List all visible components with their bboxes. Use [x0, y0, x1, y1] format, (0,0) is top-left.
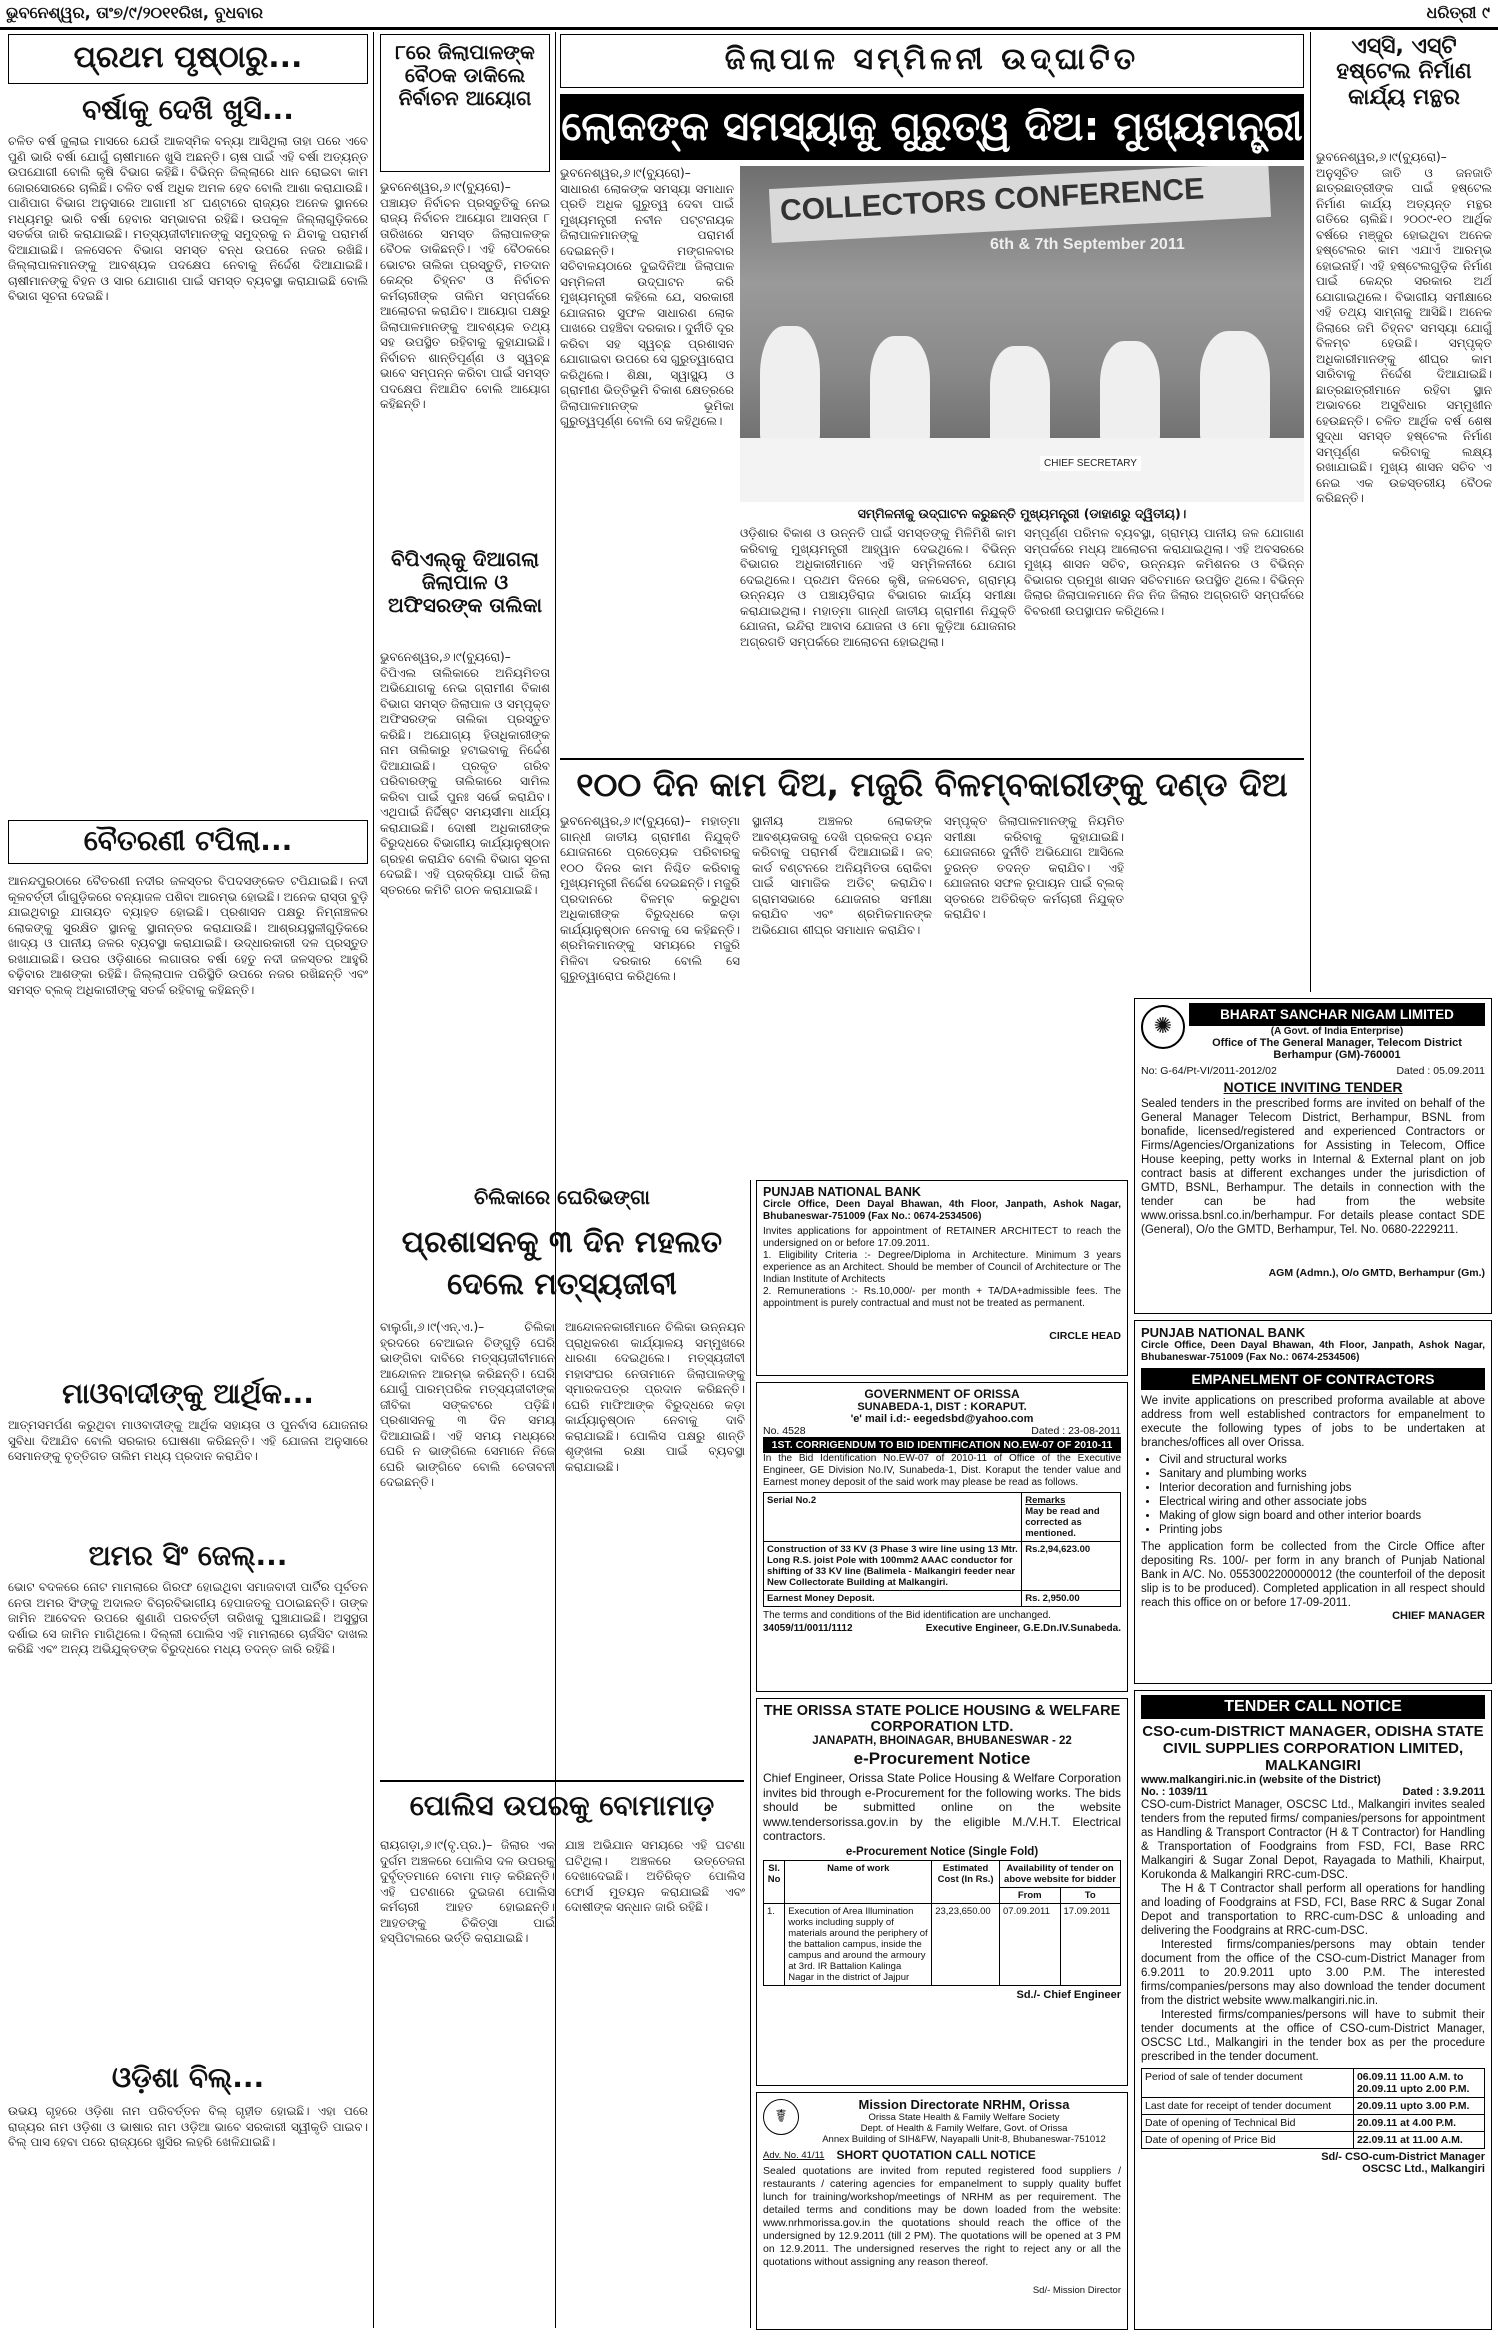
table-header: From — [1000, 1887, 1060, 1903]
table-cell: Construction of 33 KV (3 Phase 3 wire line using 13 Mtr. Long R.S. joist Pole with 100mm2 AAAC conductor for shifting of 33 KV line (Balimela - Malkangiri feeder near New Collectorate Building at Malkangiri. — [764, 1542, 1022, 1591]
table-header: Availability of tender on above website for bidder — [1000, 1860, 1121, 1887]
nrhm-logo-icon: ☤ — [763, 2099, 799, 2135]
bsnl-logo-icon: ✺ — [1141, 1005, 1185, 1049]
story-body: ସ୍ଥାନୀୟ ଅଞ୍ଚଳର ଲୋକଙ୍କ ଆବଶ୍ୟକତାକୁ ଦେଖି ପ୍ରକଳ୍ପ ଚୟନ କରିବାକୁ ପରାମର୍ଶ ଦିଆଯାଇଛି। ଜବ୍ କାର୍ଡ ବଣ୍ଟନରେ ଅନିୟମିତତା ରୋକିବା ପାଇଁ ସାମାଜିକ ଅଡିଟ୍ କରାଯିବ। ଗ୍ରାମସଭାରେ ଯୋଜନାର ସମୀକ୍ଷା କରାଯିବ ଏବଂ ଶ୍ରମିକମାନଙ୍କ ଅଭିଯୋଗ ଶୀଘ୍ର ସମାଧାନ କରାଯିବ। — [752, 814, 932, 937]
story-body: ରାୟଗଡ଼ା,୬।୯(ବୃ.ପ୍ର.)– ଜିଲାର ଏକ ଦୁର୍ଗମ ଅଞ୍ଚଳରେ ପୋଲିସ ଦଳ ଉପରକୁ ଦୁର୍ବୃତ୍ତମାନେ ବୋମା ମାଡ଼ କରିଛନ୍ତି। ଏହି ଘଟଣାରେ ଦୁଇଜଣ ପୋଲିସ କର୍ମଚାରୀ ଆହତ ହୋଇଛନ୍ତି। ଆହତଙ୍କୁ ଚିକିତ୍ସା ପାଇଁ ହସ୍ପିଟାଲରେ ଭର୍ତ୍ତି କରାଯାଇଛି। — [380, 1838, 555, 1945]
pnb-bank: PUNJAB NATIONAL BANK — [1141, 1325, 1306, 1340]
gov-remarks: Remarks — [1025, 1495, 1066, 1506]
nrhm-heading: SHORT QUOTATION CALL NOTICE — [836, 2148, 1036, 2162]
table-cell: 20.09.11 upto 3.00 P.M. — [1353, 2098, 1484, 2115]
pnb-sign: CIRCLE HEAD — [1049, 1330, 1121, 1342]
nrhm-sign: Sd/- Mission Director — [1032, 2285, 1121, 2296]
pnb-body: Invites applications for appointment of RETAINER ARCHITECT to reach the undersigned on or before 17.09.2011. 1. Eligibility Criteria :- Degree/Diploma in Architecture. Minimum 3 years experience as an Architect. Should be member of Council of Architecture or The Indian Institute of Architects 2. Remunerations :- Rs.10,000/- per month + TA/DA+admissible fees. The appointment is purely contractual and must not be treated as permanent. — [763, 1226, 1121, 1309]
gov-email: 'e' mail i.d:- eegedsbd@yahoo.com — [850, 1413, 1034, 1425]
story-body: ଆନ୍ଦୋଳନକାରୀମାନେ ଚିଲିକା ଉନ୍ନୟନ ପ୍ରାଧିକରଣ କାର୍ଯ୍ୟାଳୟ ସମ୍ମୁଖରେ ଧାରଣା ଦେଇଥିଲେ। ମତ୍ସ୍ୟଜୀବୀ ମହାସଂଘର ନେତାମାନେ ଜିଲାପାଳଙ୍କୁ ସ୍ମାରକପତ୍ର ପ୍ରଦାନ କରିଛନ୍ତି। ଘେରି ମାଫିଆଙ୍କ ବିରୁଦ୍ଧରେ କଡ଼ା କାର୍ଯ୍ୟାନୁଷ୍ଠାନ ନେବାକୁ ଦାବି କରାଯାଇଛି। ପୋଲିସ ପକ୍ଷରୁ ଶାନ୍ତି ଶୃଙ୍ଖଳା ରକ୍ଷା ପାଇଁ ବ୍ୟବସ୍ଥା କରାଯାଇଛି। — [565, 1320, 745, 1474]
list-item: • Making of glow sign board and other interior boards — [1159, 1509, 1485, 1523]
photo-person — [1200, 331, 1270, 446]
story-kicker-text: ଚିଲିକାରେ ଘେରିଭଙ୍ଗା — [473, 1185, 650, 1209]
list-item: • Sanitary and plumbing works — [1159, 1467, 1485, 1481]
story-headline: ଏସ୍‌ସି, ଏସ୍‌ଟି ହଷ୍ଟେଲ ନିର୍ମାଣ କାର୍ଯ୍ୟ ମନ୍ଥର — [1336, 34, 1472, 110]
story-headline: ୧୦୦ ଦିନ କାମ ଦିଅ, ମଜୁରି ବିଳମ୍ବକାରୀଙ୍କୁ ଦଣ୍ଡ ଦିଅ — [576, 765, 1288, 804]
lead-caption: ସମ୍ମିଳନୀକୁ ଉଦ୍‌ଘାଟନ କରୁଛନ୍ତି ମୁଖ୍ୟମନ୍ତ୍ରୀ (ଡାହାଣରୁ ଦ୍ୱିତୀୟ)। — [857, 506, 1187, 521]
bsnl-title: BHARAT SANCHAR NIGAM LIMITED — [1220, 1007, 1454, 1022]
gov-remarks-note: May be read and corrected as mentioned. — [1025, 1506, 1100, 1539]
bsnl-body: Sealed tenders in the prescribed forms are invited on behalf of the General Manager Telecom District, Berhampur, BSNL from bonafide, licensed/registered and experienced Contractors or Firms/Agencies/Organizations for Assisting in Telecom, Office House keeping, petty works in Internal & External plant on job contract basis at different exchanges under the jurisdiction of GMTD, BSNL, Berhampur. The details in connection with the tender can be had from the website www.orissa.bsnl.co.in/berhampur. For details please contact SDE (General), O/o the GMTD, Berhampur, Tel. No. 0680-2229211. — [1141, 1098, 1485, 1236]
bsnl-heading: NOTICE INVITING TENDER — [1223, 1079, 1403, 1095]
column-rule — [1310, 32, 1311, 992]
pnb-items — [1159, 1453, 1485, 1537]
nrhm-ad — [756, 2092, 1128, 2330]
story-body: ଭୁବନେଶ୍ୱର,୬।୯(ବ୍ୟୁରୋ)– ଅନୁସୂଚିତ ଜାତି ଓ ଜନଜାତି ଛାତ୍ରଛାତ୍ରୀଙ୍କ ପାଇଁ ହଷ୍ଟେଲ ନିର୍ମାଣ କାର୍ଯ୍ୟ ଅତ୍ୟନ୍ତ ମନ୍ଥର ଗତିରେ ଚାଲିଛି। ୨୦୦୯-୧୦ ଆର୍ଥିକ ବର୍ଷରେ ମଞ୍ଜୁର ହୋଇଥିବା ଅନେକ ହଷ୍ଟେଲର କାମ ଏଯାଏଁ ଆରମ୍ଭ ହୋଇନାହିଁ। ଏହି ହଷ୍ଟେଲଗୁଡ଼ିକ ନିର୍ମାଣ ପାଇଁ କେନ୍ଦ୍ର ସରକାର ଅର୍ଥ ଯୋଗାଇଥିଲେ। ବିଭାଗୀୟ ସମୀକ୍ଷାରେ ଏହି ତଥ୍ୟ ସାମ୍ନାକୁ ଆସିଛି। ଅନେକ ଜିଲାରେ ଜମି ଚିହ୍ନଟ ସମସ୍ୟା ଯୋଗୁଁ ବିଳମ୍ବ ହେଉଛି। ସମ୍ପୃକ୍ତ ଅଧିକାରୀମାନଙ୍କୁ ଶୀଘ୍ର କାମ ସାରିବାକୁ ନିର୍ଦ୍ଦେଶ ଦିଆଯାଇଛି। ଛାତ୍ରଛାତ୍ରୀମାନେ ରହିବା ସ୍ଥାନ ଅଭାବରେ ଅସୁବିଧାର ସମ୍ମୁଖୀନ ହେଉଛନ୍ତି। ଚଳିତ ଆର୍ଥିକ ବର୍ଷ ଶେଷ ସୁଦ୍ଧା ସମସ୍ତ ହଷ୍ଟେଲ ନିର୍ମାଣ ସମ୍ପୂର୍ଣ୍ଣ କରିବାକୁ ଲକ୍ଷ୍ୟ ରଖାଯାଇଛି। ମୁଖ୍ୟ ଶାସନ ସଚିବ ଏ ନେଇ ଏକ ଉଚ୍ଚସ୍ତରୀୟ ବୈଠକ କରିଛନ୍ତି। — [1316, 150, 1492, 505]
bsnl-ad — [1134, 998, 1492, 1314]
story-body: ଭୁବନେଶ୍ୱର,୬।୯(ବ୍ୟୁରୋ)– ବିପିଏଲ ତାଲିକାରେ ଅନିୟମିତତା ଅଭିଯୋଗକୁ ନେଇ ଗ୍ରାମୀଣ ବିକାଶ ବିଭାଗ ସମସ୍ତ ଜିଲାପାଳ ଓ ସମ୍ପୃକ୍ତ ଅଫିସରଙ୍କ ତାଲିକା ପ୍ରସ୍ତୁତ କରିଛି। ଅଯୋଗ୍ୟ ହିତାଧିକାରୀଙ୍କ ନାମ ତାଲିକାରୁ ହଟାଇବାକୁ ନିର୍ଦ୍ଦେଶ ଦିଆଯାଇଛି। ପ୍ରକୃତ ଗରିବ ପରିବାରଙ୍କୁ ତାଲିକାରେ ସାମିଲ କରିବା ପାଇଁ ପୁନଃ ସର୍ଭେ କରାଯିବ। ଏଥିପାଇଁ ନିର୍ଦ୍ଦିଷ୍ଟ ସମୟସୀମା ଧାର୍ଯ୍ୟ କରାଯାଇଛି। ଦୋଷୀ ଅଧିକାରୀଙ୍କ ବିରୁଦ୍ଧରେ ବିଭାଗୀୟ କାର୍ଯ୍ୟାନୁଷ୍ଠାନ ଗ୍ରହଣ କରାଯିବ ବୋଲି ବିଭାଗ ସୂଚନା ଦେଇଛି। ଏହି ପ୍ରକ୍ରିୟା ପାଇଁ ଜିଲା ସ୍ତରରେ କମିଟି ଗଠନ କରାଯାଇଛି। — [380, 650, 550, 897]
lead-body-right: ସମ୍ପୂର୍ଣ୍ଣ ପରିମଳ ବ୍ୟବସ୍ଥା, ଗ୍ରାମ୍ୟ ପାନୀୟ ଜଳ ଯୋଗାଣ ସମ୍ପର୍କରେ ମଧ୍ୟ ଆଲୋଚନା କରାଯାଇଥିଲା। ଏହି ଅବସରରେ ମୁଖ୍ୟ ଶାସନ ସଚିବ, ଉନ୍ନୟନ କମିଶନର ଓ ବିଭିନ୍ନ ବିଭାଗର ପ୍ରମୁଖ ଶାସନ ସଚିବମାନେ ଉପସ୍ଥିତ ଥିଲେ। ବିଭିନ୍ନ ଜିଲାର ଜିଲାପାଳମାନେ ନିଜ ନିଜ ଜିଲାର ଅଗ୍ରଗତି ସମ୍ପର୍କରେ ବିବରଣୀ ଉପସ୍ଥାପନ କରିଥିଲେ। — [1024, 526, 1304, 618]
tender-no: No. : 1039/11 — [1141, 1786, 1208, 1798]
story-headline: ପ୍ରଶାସନକୁ ୩ ଦିନ ମହଲତ ଦେଲେ ମତ୍ସ୍ୟଜୀବୀ — [401, 1225, 723, 1302]
police-sign: Sd./- Chief Engineer — [1016, 1988, 1121, 2001]
gov-title: GOVERNMENT OF ORISSA — [864, 1387, 1020, 1401]
photo-person — [760, 326, 820, 446]
gov-body: In the Bid Identification No.EW-07 of 2010-11 of Office of the Executive Engineer, GE Division No.IV, Sunabeda-1, Dist. Koraput the tender value and Earnest money deposit of the said work may please be read as follows. — [763, 1453, 1121, 1488]
story-body: ଆତ୍ମସମର୍ପଣ କରୁଥିବା ମାଓବାଦୀଙ୍କୁ ଆର୍ଥିକ ସହାୟତା ଓ ପୁନର୍ବାସ ଯୋଜନାର ସୁବିଧା ଦିଆଯିବ ବୋଲି ସରକାର ଘୋଷଣା କରିଛନ୍ତି। ଏହି ଯୋଜନା ଅନୁସାରେ ସେମାନଙ୍କୁ ବୃତ୍ତିଗତ ତାଲିମ ମଧ୍ୟ ପ୍ରଦାନ କରାଯିବ। — [8, 1418, 368, 1463]
nrhm-sub: Dept. of Health & Family Welfare, Govt. of Orissa — [860, 2123, 1068, 2134]
tender-top: TENDER CALL NOTICE — [1141, 1695, 1485, 1719]
story-headline: ବର୍ଷାକୁ ଦେଖି ଖୁସି... — [82, 93, 294, 126]
police-table — [763, 1860, 1121, 1986]
gov-sign: Executive Engineer, G.E.Dn.IV.Sunabeda. — [925, 1623, 1121, 1634]
table-row — [764, 1860, 1121, 1887]
photo-banner-text: COLLECTORS CONFERENCE — [779, 172, 1205, 228]
table-header: Sl. No — [764, 1860, 785, 1903]
gov-ref: 34059/11/0011/1112 — [763, 1623, 853, 1634]
story-kicker — [380, 1186, 744, 1216]
table-cell: Rs. 2,950.00 — [1022, 1591, 1121, 1607]
nrhm-sub: Annex Building of SIH&FW, Nayapalli Unit-8, Bhubaneswar-751012 — [822, 2134, 1106, 2145]
lead-body-mid: ଓଡ଼ିଶାର ବିକାଶ ଓ ଉନ୍ନତି ପାଇଁ ସମସ୍ତଙ୍କୁ ମିଳିମିଶି କାମ କରିବାକୁ ମୁଖ୍ୟମନ୍ତ୍ରୀ ଆହ୍ୱାନ ଦେଇଥିଲେ। ବିଭିନ୍ନ ବିଭାଗର ଅଧିକାରୀମାନେ ଏହି ସମ୍ମିଳନୀରେ ଯୋଗ ଦେଇଥିଲେ। ପ୍ରଥମ ଦିନରେ କୃଷି, ଜଳସେଚନ, ଗ୍ରାମ୍ୟ ଉନ୍ନୟନ ଓ ପଞ୍ଚାୟତିରାଜ ବିଭାଗର କାର୍ଯ୍ୟ ସମୀକ୍ଷା କରାଯାଇଥିଲା। ମହାତ୍ମା ଗାନ୍ଧୀ ଜାତୀୟ ଗ୍ରାମୀଣ ନିଯୁକ୍ତି ଯୋଜନା, ଇନ୍ଦିରା ଆବାସ ଯୋଜନା ଓ ମୋ କୁଡ଼ିଆ ଯୋଜନାର ଅଗ୍ରଗତି ସମ୍ପର୍କରେ ଆଲୋଚନା ହୋଇଥିଲା। — [740, 526, 1016, 649]
tender-dated: Dated : 3.9.2011 — [1402, 1786, 1485, 1798]
masthead — [0, 0, 1498, 26]
story-body: ଭୁବନେଶ୍ୱର,୬।୯(ବ୍ୟୁରୋ)– ପଞ୍ଚାୟତ ନିର୍ବାଚନ ପ୍ରସ୍ତୁତିକୁ ନେଇ ରାଜ୍ୟ ନିର୍ବାଚନ ଆୟୋଗ ଆସନ୍ତା ୮ ତାରିଖରେ ସମସ୍ତ ଜିଲାପାଳଙ୍କ ବୈଠକ ଡାକିଛନ୍ତି। ଏହି ବୈଠକରେ ଭୋଟର ତାଲିକା ପ୍ରସ୍ତୁତି, ମତଦାନ କେନ୍ଦ୍ର ଚିହ୍ନଟ ଓ ନିର୍ବାଚନ କର୍ମଚାରୀଙ୍କ ତାଲିମ ସମ୍ପର୍କରେ ଆଲୋଚନା କରାଯିବ। ଆୟୋଗ ପକ୍ଷରୁ ଜିଲାପାଳମାନଙ୍କୁ ଆବଶ୍ୟକ ତଥ୍ୟ ସହ ଉପସ୍ଥିତ ରହିବାକୁ କୁହାଯାଇଛି। ନିର୍ବାଚନ ଶାନ୍ତିପୂର୍ଣ୍ଣ ଓ ସ୍ୱଚ୍ଛ ଭାବେ ସମ୍ପନ୍ନ କରିବା ପାଇଁ ସମସ୍ତ ପଦକ୍ଷେପ ନିଆଯିବ ବୋଲି ଆୟୋଗ କହିଛନ୍ତି। — [380, 180, 550, 411]
bsnl-no-row — [1141, 1065, 1485, 1077]
photo-person — [990, 346, 1050, 446]
photo-person — [870, 336, 930, 446]
pnb-bank: PUNJAB NATIONAL BANK — [763, 1185, 921, 1199]
pnb-office: Circle Office, Deen Dayal Bhawan, 4th Floor, Janpath, Ashok Nagar, Bhubaneswar-751009 (Fax No.: 0674-2534506) — [763, 1199, 1121, 1222]
story-body: ସମ୍ପୃକ୍ତ ଜିଲାପାଳମାନଙ୍କୁ ନିୟମିତ ସମୀକ୍ଷା କରିବାକୁ କୁହାଯାଇଛି। ଯୋଜନାରେ ଦୁର୍ନୀତି ଅଭିଯୋଗ ଆସିଲେ ତୁରନ୍ତ ତଦନ୍ତ କରାଯିବ। ଏହି ଯୋଜନାର ସଫଳ ରୂପାୟନ ପାଇଁ ବ୍ଲକ୍ ସ୍ତରରେ ଅତିରିକ୍ତ କର୍ମଚାରୀ ନିଯୁକ୍ତ କରାଯିବ। — [944, 814, 1124, 921]
table-cell — [1022, 1493, 1121, 1542]
photo-placard: CHIEF SECRETARY — [1040, 456, 1141, 471]
lead-kicker-box — [560, 34, 1304, 88]
tender-table — [1141, 2068, 1485, 2149]
tender-sign: Sd/- CSO-cum-District Manager — [1321, 2151, 1485, 2163]
bsnl-no: No: G-64/Pt-VI/2011-2012/02 — [1141, 1065, 1277, 1077]
table-cell: Rs.2,94,623.00 — [1022, 1542, 1121, 1591]
table-row — [1142, 2132, 1485, 2149]
photo-person — [1100, 341, 1160, 446]
table-cell: Last date for receipt of tender document — [1142, 2098, 1354, 2115]
table-cell: 1. — [764, 1903, 785, 1985]
gov-dated: Dated : 23-08-2011 — [1031, 1425, 1121, 1437]
table-cell: Earnest Money Deposit. — [764, 1591, 1022, 1607]
police-housing-ad — [756, 1698, 1128, 2086]
lead-photo — [740, 166, 1304, 502]
police-sub: e-Procurement Notice (Single Fold) — [845, 1845, 1039, 1858]
table-row — [1142, 2115, 1485, 2132]
column-rule — [555, 32, 556, 2328]
table-cell: 22.09.11 at 11.00 A.M. — [1353, 2132, 1484, 2149]
masthead-date: ଭୁବନେଶ୍ୱର, ତାଂ୭/୯/୨୦୧୧ରିଖ, ବୁଧବାର — [6, 3, 263, 22]
story-body: ଭୋଟ ବଦଳରେ ନୋଟ ମାମଲାରେ ଗିରଫ ହୋଇଥିବା ସମାଜବାଦୀ ପାର୍ଟିର ପୂର୍ବତନ ନେତା ଅମର ସିଂଙ୍କୁ ଅଦାଲତ ବିଚାରବିଭାଗୀୟ ହେପାଜତକୁ ପଠାଇଛନ୍ତି। ତାଙ୍କ ଜାମିନ ଆବେଦନ ଉପରେ ଶୁଣାଣି ପରବର୍ତ୍ତୀ ତାରିଖକୁ ଘୁଞ୍ଚାଯାଇଛି। ଅସୁସ୍ଥତା ଦର୍ଶାଇ ସେ ଜାମିନ ମାଗିଥିଲେ। ଦିଲ୍ଲୀ ପୋଲିସ ଏହି ମାମଲାରେ ଚାର୍ଜସିଟ ଦାଖଲ କରିଛି ଏବଂ ଅନ୍ୟ ଅଭିଯୁକ୍ତଙ୍କ ବିରୁଦ୍ଧରେ ମଧ୍ୟ ତଦନ୍ତ ଜାରି ରହିଛି। — [8, 1580, 368, 1656]
gov-sign-row — [763, 1623, 1121, 1634]
gov-orissa-ad — [756, 1382, 1128, 1692]
story-body: ଆନନ୍ଦପୁରଠାରେ ବୈତରଣୀ ନଦୀର ଜଳସ୍ତର ବିପଦସଙ୍କେତ ଟପିଯାଇଛି। ନଦୀ କୂଳବର୍ତ୍ତୀ ଗାଁଗୁଡ଼ିକରେ ବନ୍ୟାଜଳ ପଶିବା ଆରମ୍ଭ ହୋଇଛି। ଅନେକ ରାସ୍ତା ବୁଡ଼ି ଯାଇଥିବାରୁ ଯାତାୟତ ବ୍ୟାହତ ହୋଇଛି। ପ୍ରଶାସନ ପକ୍ଷରୁ ନିମ୍ନାଞ୍ଚଳର ଲୋକଙ୍କୁ ସୁରକ୍ଷିତ ସ୍ଥାନକୁ ସ୍ଥାନାନ୍ତର କରାଯାଉଛି। ଆଶ୍ରୟସ୍ଥଳୀଗୁଡ଼ିକରେ ଖାଦ୍ୟ ଓ ପାନୀୟ ଜଳର ବ୍ୟବସ୍ଥା କରାଯାଇଛି। ଉଦ୍ଧାରକାରୀ ଦଳ ପ୍ରସ୍ତୁତ ରଖାଯାଇଛି। ଉପର ଓଡ଼ିଶାରେ ଲଗାତାର ବର୍ଷା ହେତୁ ନଦୀ ଜଳସ୍ତର ଆହୁରି ବଢ଼ିବାର ଆଶଙ୍କା ରହିଛି। ଜିଲ୍ଲାପାଳ ପରିସ୍ଥିତି ଉପରେ ନଜର ରଖିଛନ୍ତି ଏବଂ ସମସ୍ତ ବ୍ଲକ୍ ଅଧିକାରୀଙ୍କୁ ସତର୍କ ରହିବାକୁ କହିଛନ୍ତି। — [8, 874, 368, 997]
story-body: ଭୁବନେଶ୍ୱର,୬।୯(ବ୍ୟୁରୋ)– ମହାତ୍ମା ଗାନ୍ଧୀ ଜାତୀୟ ଗ୍ରାମୀଣ ନିଯୁକ୍ତି ଯୋଜନାରେ ପ୍ରତ୍ୟେକ ପରିବାରକୁ ୧୦୦ ଦିନର କାମ ନିଶ୍ଚିତ କରିବାକୁ ମୁଖ୍ୟମନ୍ତ୍ରୀ ନିର୍ଦ୍ଦେଶ ଦେଇଛନ୍ତି। ମଜୁରି ପ୍ରଦାନରେ ବିଳମ୍ବ କରୁଥିବା ଅଧିକାରୀଙ୍କ ବିରୁଦ୍ଧରେ କଡ଼ା କାର୍ଯ୍ୟାନୁଷ୍ଠାନ ନେବାକୁ ସେ କହିଛନ୍ତି। ଶ୍ରମିକମାନଙ୍କୁ ସମୟରେ ମଜୁରି ମିଳିବା ଦରକାର ବୋଲି ସେ ଗୁରୁତ୍ୱାରୋପ କରିଥିଲେ। — [560, 814, 740, 983]
story-headline: ମାଓବାଦୀଙ୍କୁ ଆର୍ଥିକ... — [62, 1377, 314, 1410]
table-cell: 23,23,650.00 — [932, 1903, 1000, 1985]
tender-body: Interested firms/companies/persons may obtain tender document from the office of the CSO-cum-District Manager from 6.9.2011 to 20.9.2011 upto 3.00 P.M. The interested firms/companies/persons may also download the tender document from the district website www.malkangiri.nic.in. — [1141, 1939, 1485, 2007]
table-row — [764, 1542, 1121, 1591]
pnb-office: Circle Office, Deen Dayal Bhawan, 4th Floor, Janpath, Ashok Nagar, Bhubaneswar-751009 (Fax No.: 0674-2534506) — [1141, 1340, 1485, 1363]
story-headline: ବୈତରଣୀ ଟପିଲା... — [83, 824, 293, 857]
gov-heading: 1ST. CORRIGENDUM TO BID IDENTIFICATION NO.EW-07 OF 2010-11 — [763, 1437, 1121, 1453]
story-headline-box — [380, 34, 550, 172]
pnb-empanelment-ad — [1134, 1320, 1492, 1684]
table-cell: 07.09.2011 — [1000, 1903, 1060, 1985]
story-body: ବାଲୁଗାଁ,୬।୯(ଏନ୍.ଏ.)– ଚିଲିକା ହ୍ରଦରେ ବେଆଇନ ଚିଙ୍ଗୁଡ଼ି ଘେରି ଭାଙ୍ଗିବା ଦାବିରେ ମତ୍ସ୍ୟଜୀବୀମାନେ ଆନ୍ଦୋଳନ ଆରମ୍ଭ କରିଛନ୍ତି। ଘେରି ଯୋଗୁଁ ପାରମ୍ପରିକ ମତ୍ସ୍ୟଜୀବୀଙ୍କ ଜୀବିକା ସଙ୍କଟରେ ପଡ଼ିଛି। ପ୍ରଶାସନକୁ ୩ ଦିନ ସମୟ ଦିଆଯାଇଛି। ଏହି ସମୟ ମଧ୍ୟରେ ଘେରି ନ ଭାଙ୍ଗିଲେ ସେମାନେ ନିଜେ ଘେରି ଭାଙ୍ଗିବେ ବୋଲି ଚେତାବନୀ ଦେଇଛନ୍ତି। — [380, 1320, 555, 1489]
table-row — [764, 1591, 1121, 1607]
section-rule — [560, 758, 1304, 760]
lead-body-left: ଭୁବନେଶ୍ୱର,୬।୯(ବ୍ୟୁରୋ)– ସାଧାରଣ ଲୋକଙ୍କ ସମସ୍ୟା ସମାଧାନ ପ୍ରତି ଅଧିକ ଗୁରୁତ୍ୱ ଦେବା ପାଇଁ ମୁଖ୍ୟମନ୍ତ୍ରୀ ନବୀନ ପଟ୍ଟନାୟକ ଜିଲାପାଳମାନଙ୍କୁ ପରାମର୍ଶ ଦେଇଛନ୍ତି। ମଙ୍ଗଳବାର ସଚିବାଳୟଠାରେ ଦୁଇଦିନିଆ ଜିଲାପାଳ ସମ୍ମିଳନୀ ଉଦ୍‌ଘାଟନ କରି ମୁଖ୍ୟମନ୍ତ୍ରୀ କହିଲେ ଯେ, ସରକାରୀ ଯୋଜନାର ସୁଫଳ ସାଧାରଣ ଲୋକ ପାଖରେ ପହଞ୍ଚିବା ଦରକାର। ଦୁର୍ନୀତି ଦୂର କରିବା ସହ ସ୍ୱଚ୍ଛ ପ୍ରଶାସନ ଯୋଗାଇବା ଉପରେ ସେ ଗୁରୁତ୍ୱାରୋପ କରିଥିଲେ। ଶିକ୍ଷା, ସ୍ୱାସ୍ଥ୍ୟ ଓ ଗ୍ରାମୀଣ ଭିତ୍ତିଭୂମି ବିକାଶ କ୍ଷେତ୍ରରେ ଜିଲାପାଳମାନଙ୍କ ଭୂମିକା ଗୁରୁତ୍ୱପୂର୍ଣ୍ଣ ବୋଲି ସେ କହିଥିଲେ। — [560, 166, 734, 428]
story-body: ଚଳିତ ବର୍ଷ ଜୁଲାଇ ମାସରେ ଯେଉଁ ଆକସ୍ମିକ ବନ୍ୟା ଆସିଥିଲା ତାହା ପରେ ଏବେ ପୁଣି ଭାରି ବର୍ଷା ଯୋଗୁଁ ଚାଷୀମାନେ ଖୁସି ଅଛନ୍ତି। ଚାଷ ପାଇଁ ଏହି ବର୍ଷା ଅତ୍ୟନ୍ତ ଉପଯୋଗୀ ବୋଲି କୃଷି ବିଭାଗ କହିଛି। ବିଭିନ୍ନ ଜିଲ୍ଲାରେ ଧାନ ରୋଇବା କାମ ଜୋରସୋରରେ ଚାଲିଛି। ଚଳିତ ବର୍ଷ ଅଧିକ ଅମଳ ହେବ ବୋଲି ଆଶା କରାଯାଉଛି। ପାଣିପାଗ ବିଭାଗ ଅନୁସାରେ ଆଗାମୀ ୪୮ ଘଣ୍ଟାରେ ରାଜ୍ୟର ଅନେକ ସ୍ଥାନରେ ମଧ୍ୟମରୁ ଭାରି ବର୍ଷା ହେବାର ସମ୍ଭାବନା ରହିଛି। ଉପକୂଳ ଜିଲ୍ଲାଗୁଡ଼ିକରେ ସତର୍କତା ଜାରି କରାଯାଇଛି। ମତ୍ସ୍ୟଜୀବୀମାନଙ୍କୁ ସମୁଦ୍ରକୁ ନ ଯିବାକୁ ପରାମର୍ଶ ଦିଆଯାଇଛି। ଜଳସେଚନ ବିଭାଗ ସମସ୍ତ ବନ୍ଧ ଉପରେ ନଜର ରଖିଛି। ଜିଲ୍ଲାପାଳମାନଙ୍କୁ ଆବଶ୍ୟକ ପଦକ୍ଷେପ ନେବାକୁ ନିର୍ଦ୍ଦେଶ ଦିଆଯାଇଛି। ଚାଷୀମାନଙ୍କୁ ବିହନ ଓ ସାର ଯୋଗାଣ ପାଇଁ ସମସ୍ତ ବ୍ୟବସ୍ଥା କରାଯାଇଛି ବୋଲି ବିଭାଗ ସୂଚନା ଦେଇଛି। — [8, 134, 368, 303]
story-headline: ପୋଲିସ ଉପରକୁ ବୋମାମାଡ଼ — [409, 1789, 715, 1822]
gov-no-row — [763, 1425, 1121, 1437]
gov-office: SUNABEDA-1, DIST : KORAPUT. — [857, 1401, 1027, 1413]
nrhm-adv: Adv. No. 41/11 — [763, 2149, 825, 2161]
gov-foot: The terms and conditions of the Bid identification are unchanged. — [763, 1610, 1051, 1621]
story-headline: ବିପିଏଲ୍‌କୁ ଦିଆଗଲା ଜିଲାପାଳ ଓ ଅଫିସରଙ୍କ ତାଲିକା — [387, 547, 543, 617]
tender-sign: OSCSC Ltd., Malkangiri — [1362, 2163, 1485, 2175]
table-cell: 17.09.2011 — [1060, 1903, 1121, 1985]
police-addr: JANAPATH, BHOINAGAR, BHUBANESWAR - 22 — [812, 1735, 1072, 1747]
bsnl-dated: Dated : 05.09.2011 — [1396, 1065, 1485, 1077]
nrhm-sub: Orissa State Health & Family Welfare Society — [868, 2112, 1060, 2123]
table-cell: Date of opening of Technical Bid — [1142, 2115, 1354, 2132]
story-headline: ଓଡ଼ିଶା ବିଲ୍... — [111, 2061, 265, 2094]
photo-banner — [769, 166, 1271, 243]
kicker-title: ପ୍ରଥମ ପୃଷ୍ଠାରୁ... — [73, 40, 303, 75]
story-headline: ୮ରେ ଜିଲାପାଳଙ୍କ ବୈଠକ ଡାକିଲେ ନିର୍ବାଚନ ଆୟୋଗ — [395, 40, 535, 110]
nrhm-body: Sealed quotations are invited from reputed registered food suppliers / restaurants / catering agencies for empanelment to supply quality buffet lunch for training/workshop/meetings of NRHM as per requirement. The detailed terms and conditions may be down loaded from the website: www.nrhmorissa.gov.in the quotations should reach the office of the undersigned by 12.9.2011 (till 2 PM). The quotations will be opened at 3 PM on 12.9.2011. The undersigned reserves the right to reject any or all the quotations without assigning any reason thereof. — [763, 2165, 1121, 2268]
table-row — [764, 1493, 1121, 1542]
table-cell: 06.09.11 11.00 A.M. to 20.09.11 upto 2.00 P.M. — [1353, 2069, 1484, 2098]
tender-body: Interested firms/companies/persons will have to submit their tender documents at the office of CSO-cum-District Manager, OSCSC Ltd., Malkangiri in the tender box as per the procedure prescribed in the tender document. — [1141, 2009, 1485, 2063]
table-cell: Execution of Area Illumination works including supply of materials around the periphery of the battalion campus, inside the campus and around the armoury at 3rd. IR Battalion Kalinga Nagar in the district of Jajpur — [785, 1903, 932, 1985]
pnb-heading: EMPANELMENT OF CONTRACTORS — [1141, 1368, 1485, 1390]
story-body: ଯାଞ୍ଚ ଅଭିଯାନ ସମୟରେ ଏହି ଘଟଣା ଘଟିଥିଲା। ଅଞ୍ଚଳରେ ଉତ୍ତେଜନା ଦେଖାଦେଇଛି। ଅତିରିକ୍ତ ପୋଲିସ ଫୋର୍ସ ମୁତୟନ କରାଯାଇଛି ଏବଂ ଦୋଷୀଙ୍କ ସନ୍ଧାନ ଜାରି ରହିଛି। — [565, 1838, 745, 1914]
list-item: • Printing jobs — [1159, 1523, 1485, 1537]
table-cell: Serial No.2 — [764, 1493, 1022, 1542]
table-header: Estimated Cost (In Rs.) — [932, 1860, 1000, 1903]
pnb-body: We invite applications on prescribed proforma available at above address from well established contractors for empanelment to execute the following types of jobs to be undertaken at branches/offices all over Orissa. — [1141, 1395, 1485, 1449]
police-heading: e-Procurement Notice — [853, 1749, 1031, 1768]
lead-kicker: ଜିଲାପାଳ ସମ୍ମିଳନୀ ଉଦ୍‌ଘାଟିତ — [724, 42, 1140, 77]
table-row — [1142, 2069, 1485, 2098]
story-headline: ଅମର ସିଂ ଜେଲ୍... — [88, 1539, 288, 1572]
bsnl-title-bar — [1189, 1003, 1485, 1026]
table-row — [764, 1903, 1121, 1985]
tender-body: The H & T Contractor shall perform all operations for handling and loading of Foodgrains at FSD, FCI, Base RRC & Sugar Zonal Depot and transportation to RRC-cum-DSC & unloading and delivering the Foodgrains at RRC-cum-DSC. — [1141, 1883, 1485, 1937]
section-rule — [380, 1780, 744, 1782]
bsnl-office: Office of The General Manager, Telecom District Berhampur (GM)-760001 — [1212, 1037, 1462, 1061]
nrhm-title: Mission Directorate NRHM, Orissa — [858, 2097, 1070, 2112]
tender-title: CSO-cum-DISTRICT MANAGER, ODISHA STATE CIVIL SUPPLIES CORPORATION LIMITED, MALKANGIRI — [1142, 1723, 1484, 1774]
tender-web: www.malkangiri.nic.in (website of the District) — [1141, 1774, 1381, 1786]
photo-dates: 6th & 7th September 2011 — [990, 236, 1185, 253]
masthead-rule — [0, 27, 1498, 30]
table-header: To — [1060, 1887, 1121, 1903]
list-item: • Interior decoration and furnishing jobs — [1159, 1481, 1485, 1495]
list-item: • Civil and structural works — [1159, 1453, 1485, 1467]
nrhm-heading-row — [763, 2148, 1121, 2162]
table-cell: Date of opening of Price Bid — [1142, 2132, 1354, 2149]
table-cell: 20.09.11 at 4.00 P.M. — [1353, 2115, 1484, 2132]
pnb-retainer-ad — [756, 1180, 1128, 1376]
pnb-sign: CHIEF MANAGER — [1392, 1610, 1485, 1622]
bsnl-sign: AGM (Admn.), O/o GMTD, Berhampur (Gm.) — [1268, 1267, 1485, 1279]
lead-headline: ଲୋକଙ୍କ ସମସ୍ୟାକୁ ଗୁରୁତ୍ୱ ଦିଅ: ମୁଖ୍ୟମନ୍ତ୍ରୀ — [560, 94, 1304, 160]
gov-no: No. 4528 — [763, 1425, 806, 1437]
tender-body: CSO-cum-District Manager, OSCSC Ltd., Malkangiri invites sealed tenders from the reputed firms/ companies/persons for appointment as Handling & Transport Contractor (H & T Contractor) for Handling & Transportation of Foodgrains from FSD, FCI, Base RRC Malkangiri & Sugar Zonal Depot, Rayagada to Mathili, Khairput, Korukonda & Malkangiri RRC-cum-DSC. — [1141, 1799, 1485, 1881]
kicker-box — [8, 34, 368, 84]
police-body: Chief Engineer, Orissa State Police Housing & Welfare Corporation invites bid through e-Procurement for the following works. The bids should be submitted online on the website www.tendersorissa.gov.in by the eligible M./V.H.T. Electrical contractors. — [763, 1771, 1121, 1843]
story-body: ଉଭୟ ଗୃହରେ ଓଡ଼ିଶା ନାମ ପରିବର୍ତ୍ତନ ବିଲ୍ ଗୃହୀତ ହୋଇଛି। ଏହା ପରେ ରାଜ୍ୟର ନାମ ଓଡ଼ିଶା ଓ ଭାଷାର ନାମ ଓଡ଼ିଆ ଭାବେ ସରକାରୀ ସ୍ୱୀକୃତି ପାଇବ। ବିଲ୍ ପାସ ହେବା ପରେ ରାଜ୍ୟରେ ଖୁସିର ଲହରି ଖେଳିଯାଇଛି। — [8, 2104, 368, 2149]
column-rule — [373, 32, 374, 2328]
gov-table — [763, 1492, 1121, 1607]
tender-no-row — [1141, 1786, 1485, 1798]
list-item: • Electrical wiring and other associate jobs — [1159, 1495, 1485, 1509]
table-header: Name of work — [785, 1860, 932, 1903]
masthead-page: ଧରିତ୍ରୀ ୯ — [1426, 3, 1490, 22]
pnb-body2: The application form be collected from the Circle Office after depositing Rs. 100/- per form in any branch of Punjab National Bank in A/C. No. 0553002200000012 (the counterfoil of the deposit slip is to be produced). Completed application in all respect should reach this office on or before 17-09-2011. — [1141, 1541, 1485, 1609]
section-box — [8, 820, 368, 864]
police-title: THE ORISSA STATE POLICE HOUSING & WELFARE CORPORATION LTD. — [763, 1703, 1121, 1735]
table-cell: Period of sale of tender document — [1142, 2069, 1354, 2098]
photo-table — [740, 438, 1304, 502]
tender-ad — [1134, 1690, 1492, 2330]
bsnl-sub: (A Govt. of India Enterprise) — [1270, 1026, 1404, 1037]
table-row — [1142, 2098, 1485, 2115]
column-rule — [750, 1180, 751, 2328]
